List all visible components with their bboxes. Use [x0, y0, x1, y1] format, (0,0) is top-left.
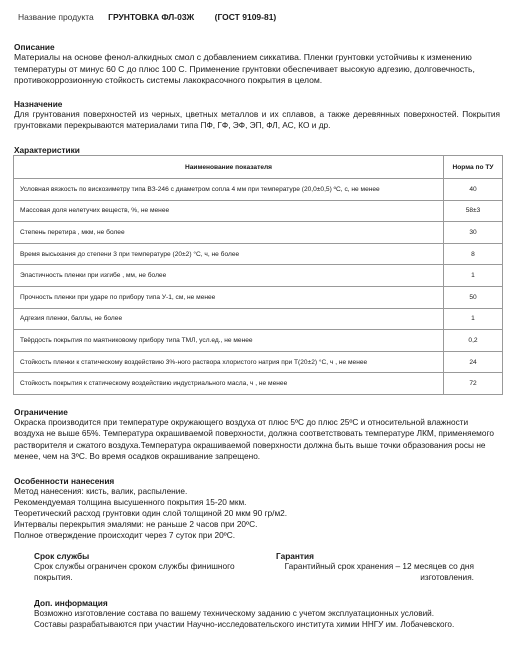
spec-value: 1	[444, 265, 503, 287]
spec-name: Твёрдость покрытия по маятниковому прибору типа ТМЛ, усл.ед., не менее	[14, 330, 444, 352]
spec-name: Эластичность пленки при изгибе , мм, не более	[14, 265, 444, 287]
specs-table	[13, 155, 503, 395]
spec-value: 1	[444, 308, 503, 330]
specs-col-name: Наименование показателя	[14, 156, 444, 179]
application-line: Рекомендуемая толщина высушенного покрытия 15-20 мкм.	[14, 497, 247, 507]
spec-name: Время высыхания до степени 3 при температуре (20±2) °С, ч, не более	[14, 243, 444, 265]
application-line: Теоретический расход грунтовки один слой толщиной 20 мкм 90 гр/м2.	[14, 508, 288, 518]
spec-value: 0,2	[444, 330, 503, 352]
table-row	[14, 243, 503, 265]
spec-value: 8	[444, 243, 503, 265]
table-row	[14, 286, 503, 308]
purpose-section	[14, 99, 500, 132]
table-row	[14, 222, 503, 244]
purpose-title: Назначение	[14, 99, 63, 109]
specs-title: Характеристики	[14, 145, 80, 155]
spec-value: 72	[444, 373, 503, 395]
spec-name: Условная вязкость по вискозиметру типа ВЗ-246 с диаметром сопла 4 мм при температуре (20,0±0,5) ºС, с, не менее	[14, 179, 444, 201]
specs-title-wrap	[14, 145, 500, 155]
shelf-life-section	[34, 551, 249, 584]
product-label: Название продукта	[18, 12, 94, 22]
table-row	[14, 200, 503, 222]
description-text: Материалы на основе фенол-алкидных смол с добавлением сиккатива. Пленки грунтовки устойчивы к изменению температуры от минус 60 С до плюс 100 С. Применение грунтовки обеспечивает высокую адгезию, долговечность, противокоррозионную стойкость системы лакокрасочного покрытия в целом.	[14, 52, 475, 86]
spec-name: Степень перетира , мкм, не более	[14, 222, 444, 244]
application-line: Полное отверждение происходит через 7 суток при 20ºС.	[14, 530, 236, 540]
application-line: Метод нанесения: кисть, валик, распыление.	[14, 486, 188, 496]
spec-value: 30	[444, 222, 503, 244]
spec-name: Стойкость покрытия к статическому воздействию индустриального масла, ч , не менее	[14, 373, 444, 395]
table-row	[14, 265, 503, 287]
table-row	[14, 330, 503, 352]
spec-value: 58±3	[444, 200, 503, 222]
shelf-life-text: Срок службы ограничен сроком службы финишного покрытия.	[34, 561, 235, 583]
extra-section	[34, 598, 504, 631]
description-title: Описание	[14, 42, 55, 52]
warranty-text: Гарантийный срок хранения – 12 месяцев со дня изготовления.	[284, 561, 474, 583]
limitation-text: Окраска производится при температуре окружающего воздуха от плюс 5ºС до плюс 25ºС и относительной влажности воздуха не выше 65%. Температура окрашиваемой поверхности, должна соответствовать температуре ЛКМ, применяемого растворителя и сжатого воздуха.Температура окрашиваемой поверхности должна быть выше точки образования росы не менее, чем на 3ºС. Во время осадков окрашивание запрещено.	[14, 417, 494, 462]
purpose-text: Для грунтования поверхностей из черных, цветных металлов и их сплавов, а также деревянных поверхностей. Покрытия грунтовками перекрываются материалами типа ПФ, ГФ, ЭФ, ЭП, ФЛ, АС, КО и др.	[14, 109, 500, 131]
table-row	[14, 308, 503, 330]
product-name: ГРУНТОВКА ФЛ-03Ж	[108, 12, 195, 22]
table-row	[14, 373, 503, 395]
application-section	[14, 476, 500, 541]
warranty-title: Гарантия	[276, 551, 314, 561]
limitation-section	[14, 407, 500, 463]
spec-value: 24	[444, 351, 503, 373]
spec-name: Массовая доля нелетучих веществ, %, не менее	[14, 200, 444, 222]
application-line: Интервалы перекрытия эмалями: не раньше 2 часов при 20ºС.	[14, 519, 258, 529]
table-row	[14, 179, 503, 201]
extra-line-2: Составы разрабатываются при участии Научно-исследовательского института химии ННГУ им. Лобачевского.	[34, 620, 455, 630]
specs-col-norm: Норма по ТУ	[444, 156, 503, 179]
spec-name: Стойкость пленки к статическому воздействию 3%-ного раствора хлористого натрия при Т(20±2) °С, ч , не менее	[14, 351, 444, 373]
table-row	[14, 351, 503, 373]
spec-name: Адгезия пленки, баллы, не более	[14, 308, 444, 330]
limitation-title: Ограничение	[14, 407, 68, 417]
product-gost: (ГОСТ 9109-81)	[214, 12, 277, 22]
specs-header-row	[14, 156, 503, 179]
spec-value: 50	[444, 286, 503, 308]
application-title: Особенности нанесения	[14, 476, 115, 486]
extra-line-1: Возможно изготовление состава по вашему техническому заданию с учетом эксплуатационных условий.	[34, 609, 435, 618]
extra-title: Доп. информация	[34, 598, 108, 608]
spec-value: 40	[444, 179, 503, 201]
shelf-life-title: Срок службы	[34, 551, 90, 561]
product-header	[18, 12, 276, 22]
spec-name: Прочность пленки при ударе по прибору типа У-1, см, не менее	[14, 286, 444, 308]
description-section	[14, 42, 500, 87]
warranty-section	[276, 551, 474, 584]
